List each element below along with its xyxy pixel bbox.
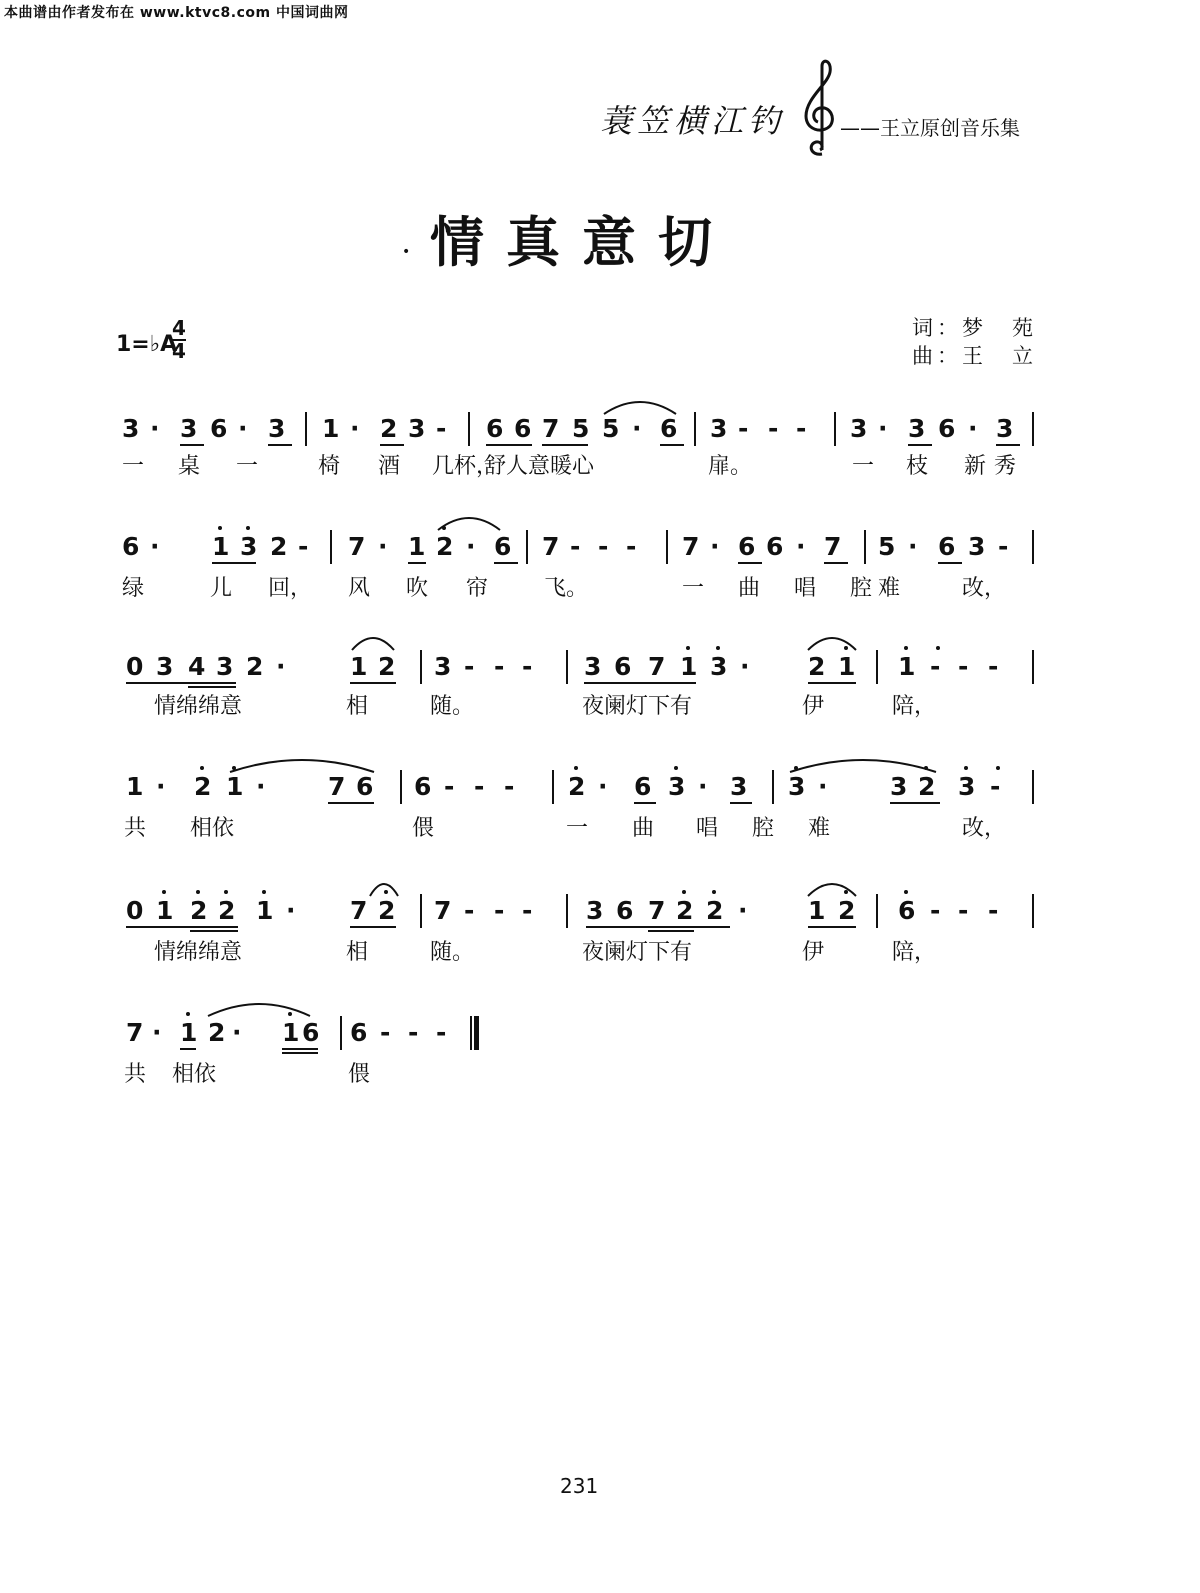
lyric-text: 陪， bbox=[892, 940, 937, 965]
lyric-text: 伊 bbox=[802, 694, 825, 719]
beam-underline bbox=[648, 930, 694, 932]
jianpu-note: - bbox=[570, 532, 581, 561]
slur-arc bbox=[808, 878, 856, 898]
jianpu-note: 6 bbox=[486, 414, 504, 443]
jianpu-note: · bbox=[878, 414, 888, 443]
barline bbox=[468, 412, 470, 446]
jianpu-note: 2 bbox=[676, 896, 694, 925]
jianpu-note: 3 bbox=[996, 414, 1014, 443]
jianpu-note: 0 bbox=[126, 652, 144, 681]
lyric-text: 飞。 bbox=[544, 576, 589, 601]
jianpu-note: 3 bbox=[216, 652, 234, 681]
beam-underline bbox=[408, 562, 426, 564]
jianpu-note: - bbox=[298, 532, 309, 561]
watermark-text: 本曲谱由作者发布在 www.ktvc8.com 中国词曲网 bbox=[4, 5, 349, 21]
slur-arc bbox=[208, 998, 310, 1018]
jianpu-note: - bbox=[494, 652, 505, 681]
lyric-text: 情绵绵意 bbox=[154, 694, 243, 719]
jianpu-note: 3 bbox=[668, 772, 686, 801]
jianpu-note: 1 bbox=[226, 772, 244, 801]
lyric-text: 一 bbox=[682, 576, 705, 601]
jianpu-note: 1 bbox=[808, 896, 826, 925]
jianpu-note: 6 bbox=[766, 532, 784, 561]
jianpu-note: 7 bbox=[648, 652, 666, 681]
lyric-text: 相依 bbox=[172, 1062, 217, 1087]
jianpu-note: · bbox=[818, 772, 828, 801]
jianpu-note: - bbox=[988, 896, 999, 925]
beam-underline bbox=[824, 562, 848, 564]
barline bbox=[400, 770, 402, 804]
beam-underline bbox=[730, 802, 752, 804]
barline bbox=[1032, 412, 1034, 446]
beam-underline bbox=[350, 926, 396, 928]
jianpu-note: · bbox=[598, 772, 608, 801]
jianpu-note: 6 bbox=[938, 532, 956, 561]
beam-underline bbox=[380, 444, 404, 446]
jianpu-note: - bbox=[408, 1018, 419, 1047]
time-signature-top: 4 bbox=[172, 316, 186, 340]
jianpu-note: 6 bbox=[210, 414, 228, 443]
jianpu-note: 3 bbox=[586, 896, 604, 925]
beam-underline bbox=[126, 682, 236, 684]
jianpu-note: 7 bbox=[348, 532, 366, 561]
jianpu-note: 1 bbox=[126, 772, 144, 801]
jianpu-note: 6 bbox=[514, 414, 532, 443]
jianpu-note: 3 bbox=[968, 532, 986, 561]
beam-underline bbox=[190, 930, 238, 932]
lyric-text: 桌 bbox=[178, 454, 201, 479]
jianpu-note: 7 bbox=[328, 772, 346, 801]
jianpu-note: 5 bbox=[602, 414, 620, 443]
jianpu-note: 1 bbox=[282, 1018, 300, 1047]
lyric-text: 相依 bbox=[190, 816, 235, 841]
jianpu-note: 3 bbox=[156, 652, 174, 681]
jianpu-note: 3 bbox=[180, 414, 198, 443]
jianpu-note: 6 bbox=[122, 532, 140, 561]
lyric-text: 共 bbox=[124, 1062, 147, 1087]
series-subtitle: ——王立原创音乐集 bbox=[840, 116, 1020, 140]
barline bbox=[1032, 770, 1034, 804]
slur-arc bbox=[438, 512, 500, 532]
lyric-text: 随。 bbox=[430, 940, 475, 965]
jianpu-note: - bbox=[380, 1018, 391, 1047]
beam-underline bbox=[180, 444, 204, 446]
jianpu-note: - bbox=[444, 772, 455, 801]
lyric-text: 偎 bbox=[412, 816, 435, 841]
jianpu-note: 1 bbox=[212, 532, 230, 561]
beam-underline bbox=[486, 444, 532, 446]
jianpu-note: - bbox=[494, 896, 505, 925]
barline bbox=[470, 1016, 472, 1050]
time-signature bbox=[172, 318, 186, 362]
barline bbox=[420, 650, 422, 684]
octave-dot bbox=[964, 766, 968, 770]
slur-arc bbox=[604, 396, 676, 416]
beam-underline bbox=[126, 926, 238, 928]
jianpu-note: · bbox=[238, 414, 248, 443]
jianpu-note: 3 bbox=[268, 414, 286, 443]
jianpu-note: 2 bbox=[838, 896, 856, 925]
jianpu-note: · bbox=[256, 772, 266, 801]
lyric-text: 回， bbox=[268, 576, 313, 601]
jianpu-note: 2 bbox=[808, 652, 826, 681]
octave-dot bbox=[262, 890, 266, 894]
lyric-text: 难 bbox=[808, 816, 831, 841]
slur-arc bbox=[790, 754, 936, 774]
jianpu-note: - bbox=[436, 414, 447, 443]
jianpu-note: · bbox=[152, 1018, 162, 1047]
jianpu-note: 6 bbox=[614, 652, 632, 681]
lyric-text: 枝 bbox=[906, 454, 929, 479]
barline bbox=[552, 770, 554, 804]
jianpu-note: 2 bbox=[194, 772, 212, 801]
jianpu-note: 6 bbox=[414, 772, 432, 801]
octave-dot bbox=[712, 890, 716, 894]
jianpu-note: 6 bbox=[616, 896, 634, 925]
jianpu-note: - bbox=[958, 896, 969, 925]
octave-dot bbox=[936, 646, 940, 650]
time-signature-bottom: 4 bbox=[172, 339, 186, 363]
lyric-text: 唱 bbox=[794, 576, 817, 601]
beam-underline bbox=[648, 682, 696, 684]
jianpu-note: 2 bbox=[918, 772, 936, 801]
jianpu-note: - bbox=[768, 414, 779, 443]
jianpu-note: 2 bbox=[218, 896, 236, 925]
lyric-text: 吹 bbox=[406, 576, 429, 601]
barline bbox=[1032, 650, 1034, 684]
jianpu-note: 3 bbox=[434, 652, 452, 681]
jianpu-note: 3 bbox=[710, 652, 728, 681]
octave-dot bbox=[218, 526, 222, 530]
beam-underline bbox=[660, 444, 684, 446]
beam-underline bbox=[808, 682, 856, 684]
beam-underline bbox=[494, 562, 518, 564]
barline bbox=[305, 412, 307, 446]
octave-dot bbox=[162, 890, 166, 894]
lyric-text: 情绵绵意 bbox=[154, 940, 243, 965]
jianpu-note: 1 bbox=[898, 652, 916, 681]
lyric-text: 偎 bbox=[348, 1062, 371, 1087]
octave-dot bbox=[186, 1012, 190, 1016]
lyric-text: 相 bbox=[346, 940, 369, 965]
octave-dot bbox=[996, 766, 1000, 770]
jianpu-note: · bbox=[968, 414, 978, 443]
beam-underline bbox=[996, 444, 1020, 446]
jianpu-note: 3 bbox=[958, 772, 976, 801]
jianpu-note: - bbox=[988, 652, 999, 681]
jianpu-note: 2 bbox=[380, 414, 398, 443]
barline bbox=[834, 412, 836, 446]
jianpu-note: 7 bbox=[350, 896, 368, 925]
jianpu-note: 1 bbox=[838, 652, 856, 681]
jianpu-note: · bbox=[286, 896, 296, 925]
jianpu-note: - bbox=[522, 652, 533, 681]
jianpu-note: 2 bbox=[246, 652, 264, 681]
jianpu-note: 7 bbox=[434, 896, 452, 925]
octave-dot bbox=[716, 646, 720, 650]
jianpu-note: - bbox=[598, 532, 609, 561]
jianpu-note: · bbox=[150, 414, 160, 443]
jianpu-note: · bbox=[232, 1018, 242, 1047]
lyric-text: 腔 bbox=[850, 576, 873, 601]
jianpu-note: 6 bbox=[660, 414, 678, 443]
octave-dot bbox=[904, 646, 908, 650]
jianpu-note: - bbox=[738, 414, 749, 443]
jianpu-note: 2 bbox=[568, 772, 586, 801]
jianpu-note: 1 bbox=[256, 896, 274, 925]
lyric-text: 酒 bbox=[378, 454, 401, 479]
jianpu-note: 3 bbox=[908, 414, 926, 443]
lyric-text: 几杯， bbox=[432, 454, 499, 479]
jianpu-note: 3 bbox=[850, 414, 868, 443]
jianpu-note: · bbox=[156, 772, 166, 801]
beam-underline bbox=[282, 1048, 318, 1050]
jianpu-note: 7 bbox=[682, 532, 700, 561]
barline bbox=[526, 530, 528, 564]
beam-underline bbox=[350, 682, 396, 684]
jianpu-note: 3 bbox=[710, 414, 728, 443]
title-mark: • bbox=[402, 244, 411, 260]
barline bbox=[340, 1016, 342, 1050]
lyric-text: 一 bbox=[566, 816, 589, 841]
slur-arc bbox=[808, 632, 856, 652]
lyric-text: 曲 bbox=[738, 576, 761, 601]
jianpu-note: 6 bbox=[938, 414, 956, 443]
lyric-text: 新 bbox=[964, 454, 987, 479]
jianpu-note: · bbox=[466, 532, 476, 561]
beam-underline bbox=[908, 444, 932, 446]
jianpu-note: · bbox=[698, 772, 708, 801]
octave-dot bbox=[682, 890, 686, 894]
jianpu-note: 3 bbox=[408, 414, 426, 443]
beam-underline bbox=[938, 562, 962, 564]
barline bbox=[566, 650, 568, 684]
jianpu-note: 2 bbox=[208, 1018, 226, 1047]
jianpu-note: · bbox=[740, 652, 750, 681]
barline bbox=[474, 1016, 479, 1050]
barline bbox=[694, 412, 696, 446]
octave-dot bbox=[574, 766, 578, 770]
octave-dot bbox=[674, 766, 678, 770]
barline bbox=[1032, 894, 1034, 928]
lyric-text: 帘 bbox=[466, 576, 489, 601]
jianpu-note: - bbox=[930, 896, 941, 925]
jianpu-note: - bbox=[796, 414, 807, 443]
octave-dot bbox=[224, 890, 228, 894]
jianpu-note: 1 bbox=[180, 1018, 198, 1047]
jianpu-note: 5 bbox=[878, 532, 896, 561]
jianpu-note: 0 bbox=[126, 896, 144, 925]
lyric-text: 一 bbox=[122, 454, 145, 479]
barline bbox=[864, 530, 866, 564]
jianpu-note: · bbox=[150, 532, 160, 561]
jianpu-note: 2 bbox=[270, 532, 288, 561]
jianpu-note: 1 bbox=[322, 414, 340, 443]
jianpu-note: 6 bbox=[738, 532, 756, 561]
lyric-text: 一 bbox=[852, 454, 875, 479]
lyric-text: 椅 bbox=[318, 454, 341, 479]
jianpu-note: 3 bbox=[788, 772, 806, 801]
jianpu-note: · bbox=[796, 532, 806, 561]
beam-underline bbox=[328, 802, 374, 804]
barline bbox=[566, 894, 568, 928]
jianpu-note: - bbox=[504, 772, 515, 801]
jianpu-note: - bbox=[436, 1018, 447, 1047]
key-signature: 1=♭A bbox=[116, 332, 178, 357]
jianpu-note: 1 bbox=[680, 652, 698, 681]
jianpu-note: 2 bbox=[706, 896, 724, 925]
lyric-text: 相 bbox=[346, 694, 369, 719]
barline bbox=[772, 770, 774, 804]
jianpu-note: 1 bbox=[408, 532, 426, 561]
barline bbox=[666, 530, 668, 564]
composer-credit: 曲：王 立 bbox=[912, 344, 1037, 368]
jianpu-note: 3 bbox=[122, 414, 140, 443]
lyric-text: 难 bbox=[878, 576, 901, 601]
jianpu-note: 6 bbox=[634, 772, 652, 801]
jianpu-note: - bbox=[930, 652, 941, 681]
series-title: 蓑笠横江钓 bbox=[600, 102, 786, 140]
lyric-text: 唱 bbox=[696, 816, 719, 841]
jianpu-note: · bbox=[632, 414, 642, 443]
beam-underline bbox=[188, 686, 236, 688]
jianpu-note: · bbox=[378, 532, 388, 561]
jianpu-note: 6 bbox=[898, 896, 916, 925]
barline bbox=[420, 894, 422, 928]
beam-underline bbox=[586, 926, 730, 928]
barline bbox=[876, 650, 878, 684]
beam-underline bbox=[542, 444, 588, 446]
beam-underline bbox=[634, 802, 656, 804]
jianpu-note: - bbox=[522, 896, 533, 925]
jianpu-note: - bbox=[958, 652, 969, 681]
lyric-text: 共 bbox=[124, 816, 147, 841]
jianpu-note: 1 bbox=[350, 652, 368, 681]
jianpu-note: 3 bbox=[240, 532, 258, 561]
jianpu-note: 7 bbox=[542, 532, 560, 561]
jianpu-note: 1 bbox=[156, 896, 174, 925]
lyric-text: 陪， bbox=[892, 694, 937, 719]
lyric-text: 扉。 bbox=[708, 454, 753, 479]
song-title: 情真意切 bbox=[430, 210, 734, 274]
jianpu-note: · bbox=[710, 532, 720, 561]
beam-underline bbox=[282, 1052, 318, 1054]
slur-arc bbox=[352, 632, 394, 652]
jianpu-note: · bbox=[738, 896, 748, 925]
jianpu-note: 7 bbox=[542, 414, 560, 443]
beam-underline bbox=[738, 562, 762, 564]
lyric-text: 随。 bbox=[430, 694, 475, 719]
jianpu-note: 6 bbox=[302, 1018, 320, 1047]
page-number: 231 bbox=[560, 1474, 599, 1498]
lyric-text: 绿 bbox=[122, 576, 145, 601]
barline bbox=[876, 894, 878, 928]
lyric-text: 秀 bbox=[994, 454, 1017, 479]
jianpu-note: 3 bbox=[890, 772, 908, 801]
jianpu-note: 5 bbox=[572, 414, 590, 443]
lyric-text: 曲 bbox=[632, 816, 655, 841]
octave-dot bbox=[686, 646, 690, 650]
beam-underline bbox=[808, 926, 856, 928]
jianpu-note: 2 bbox=[378, 652, 396, 681]
slur-arc bbox=[230, 754, 374, 774]
octave-dot bbox=[246, 526, 250, 530]
beam-underline bbox=[268, 444, 292, 446]
barline bbox=[330, 530, 332, 564]
jianpu-note: - bbox=[464, 652, 475, 681]
jianpu-note: 7 bbox=[824, 532, 842, 561]
jianpu-note: - bbox=[626, 532, 637, 561]
jianpu-note: · bbox=[908, 532, 918, 561]
jianpu-note: - bbox=[474, 772, 485, 801]
lyric-text: 舒人意暖心 bbox=[484, 454, 595, 479]
barline bbox=[1032, 530, 1034, 564]
lyric-text: 夜阑灯下有 bbox=[582, 694, 693, 719]
jianpu-note: 3 bbox=[584, 652, 602, 681]
lyric-text: 一 bbox=[236, 454, 259, 479]
octave-dot bbox=[196, 890, 200, 894]
lyric-text: 伊 bbox=[802, 940, 825, 965]
jianpu-note: 2 bbox=[436, 532, 454, 561]
lyric-text: 改， bbox=[962, 576, 1007, 601]
jianpu-note: - bbox=[990, 772, 1001, 801]
jianpu-note: 6 bbox=[494, 532, 512, 561]
jianpu-note: 2 bbox=[378, 896, 396, 925]
beam-underline bbox=[180, 1048, 196, 1050]
jianpu-note: · bbox=[350, 414, 360, 443]
jianpu-note: - bbox=[998, 532, 1009, 561]
lyric-text: 改， bbox=[962, 816, 1007, 841]
lyric-text: 风 bbox=[348, 576, 371, 601]
jianpu-note: 2 bbox=[190, 896, 208, 925]
lyric-text: 儿 bbox=[210, 576, 233, 601]
lyric-text: 夜阑灯下有 bbox=[582, 940, 693, 965]
slur-arc bbox=[370, 878, 398, 898]
jianpu-note: 7 bbox=[126, 1018, 144, 1047]
lyricist-credit: 词：梦 苑 bbox=[912, 316, 1037, 340]
jianpu-note: 7 bbox=[648, 896, 666, 925]
lyric-text: 腔 bbox=[752, 816, 775, 841]
octave-dot bbox=[200, 766, 204, 770]
jianpu-note: · bbox=[276, 652, 286, 681]
beam-underline bbox=[212, 562, 256, 564]
octave-dot bbox=[904, 890, 908, 894]
treble-clef-icon bbox=[800, 58, 840, 158]
jianpu-note: 6 bbox=[356, 772, 374, 801]
jianpu-note: 6 bbox=[350, 1018, 368, 1047]
jianpu-note: 3 bbox=[730, 772, 748, 801]
jianpu-note: 4 bbox=[188, 652, 206, 681]
beam-underline bbox=[890, 802, 940, 804]
jianpu-note: - bbox=[464, 896, 475, 925]
